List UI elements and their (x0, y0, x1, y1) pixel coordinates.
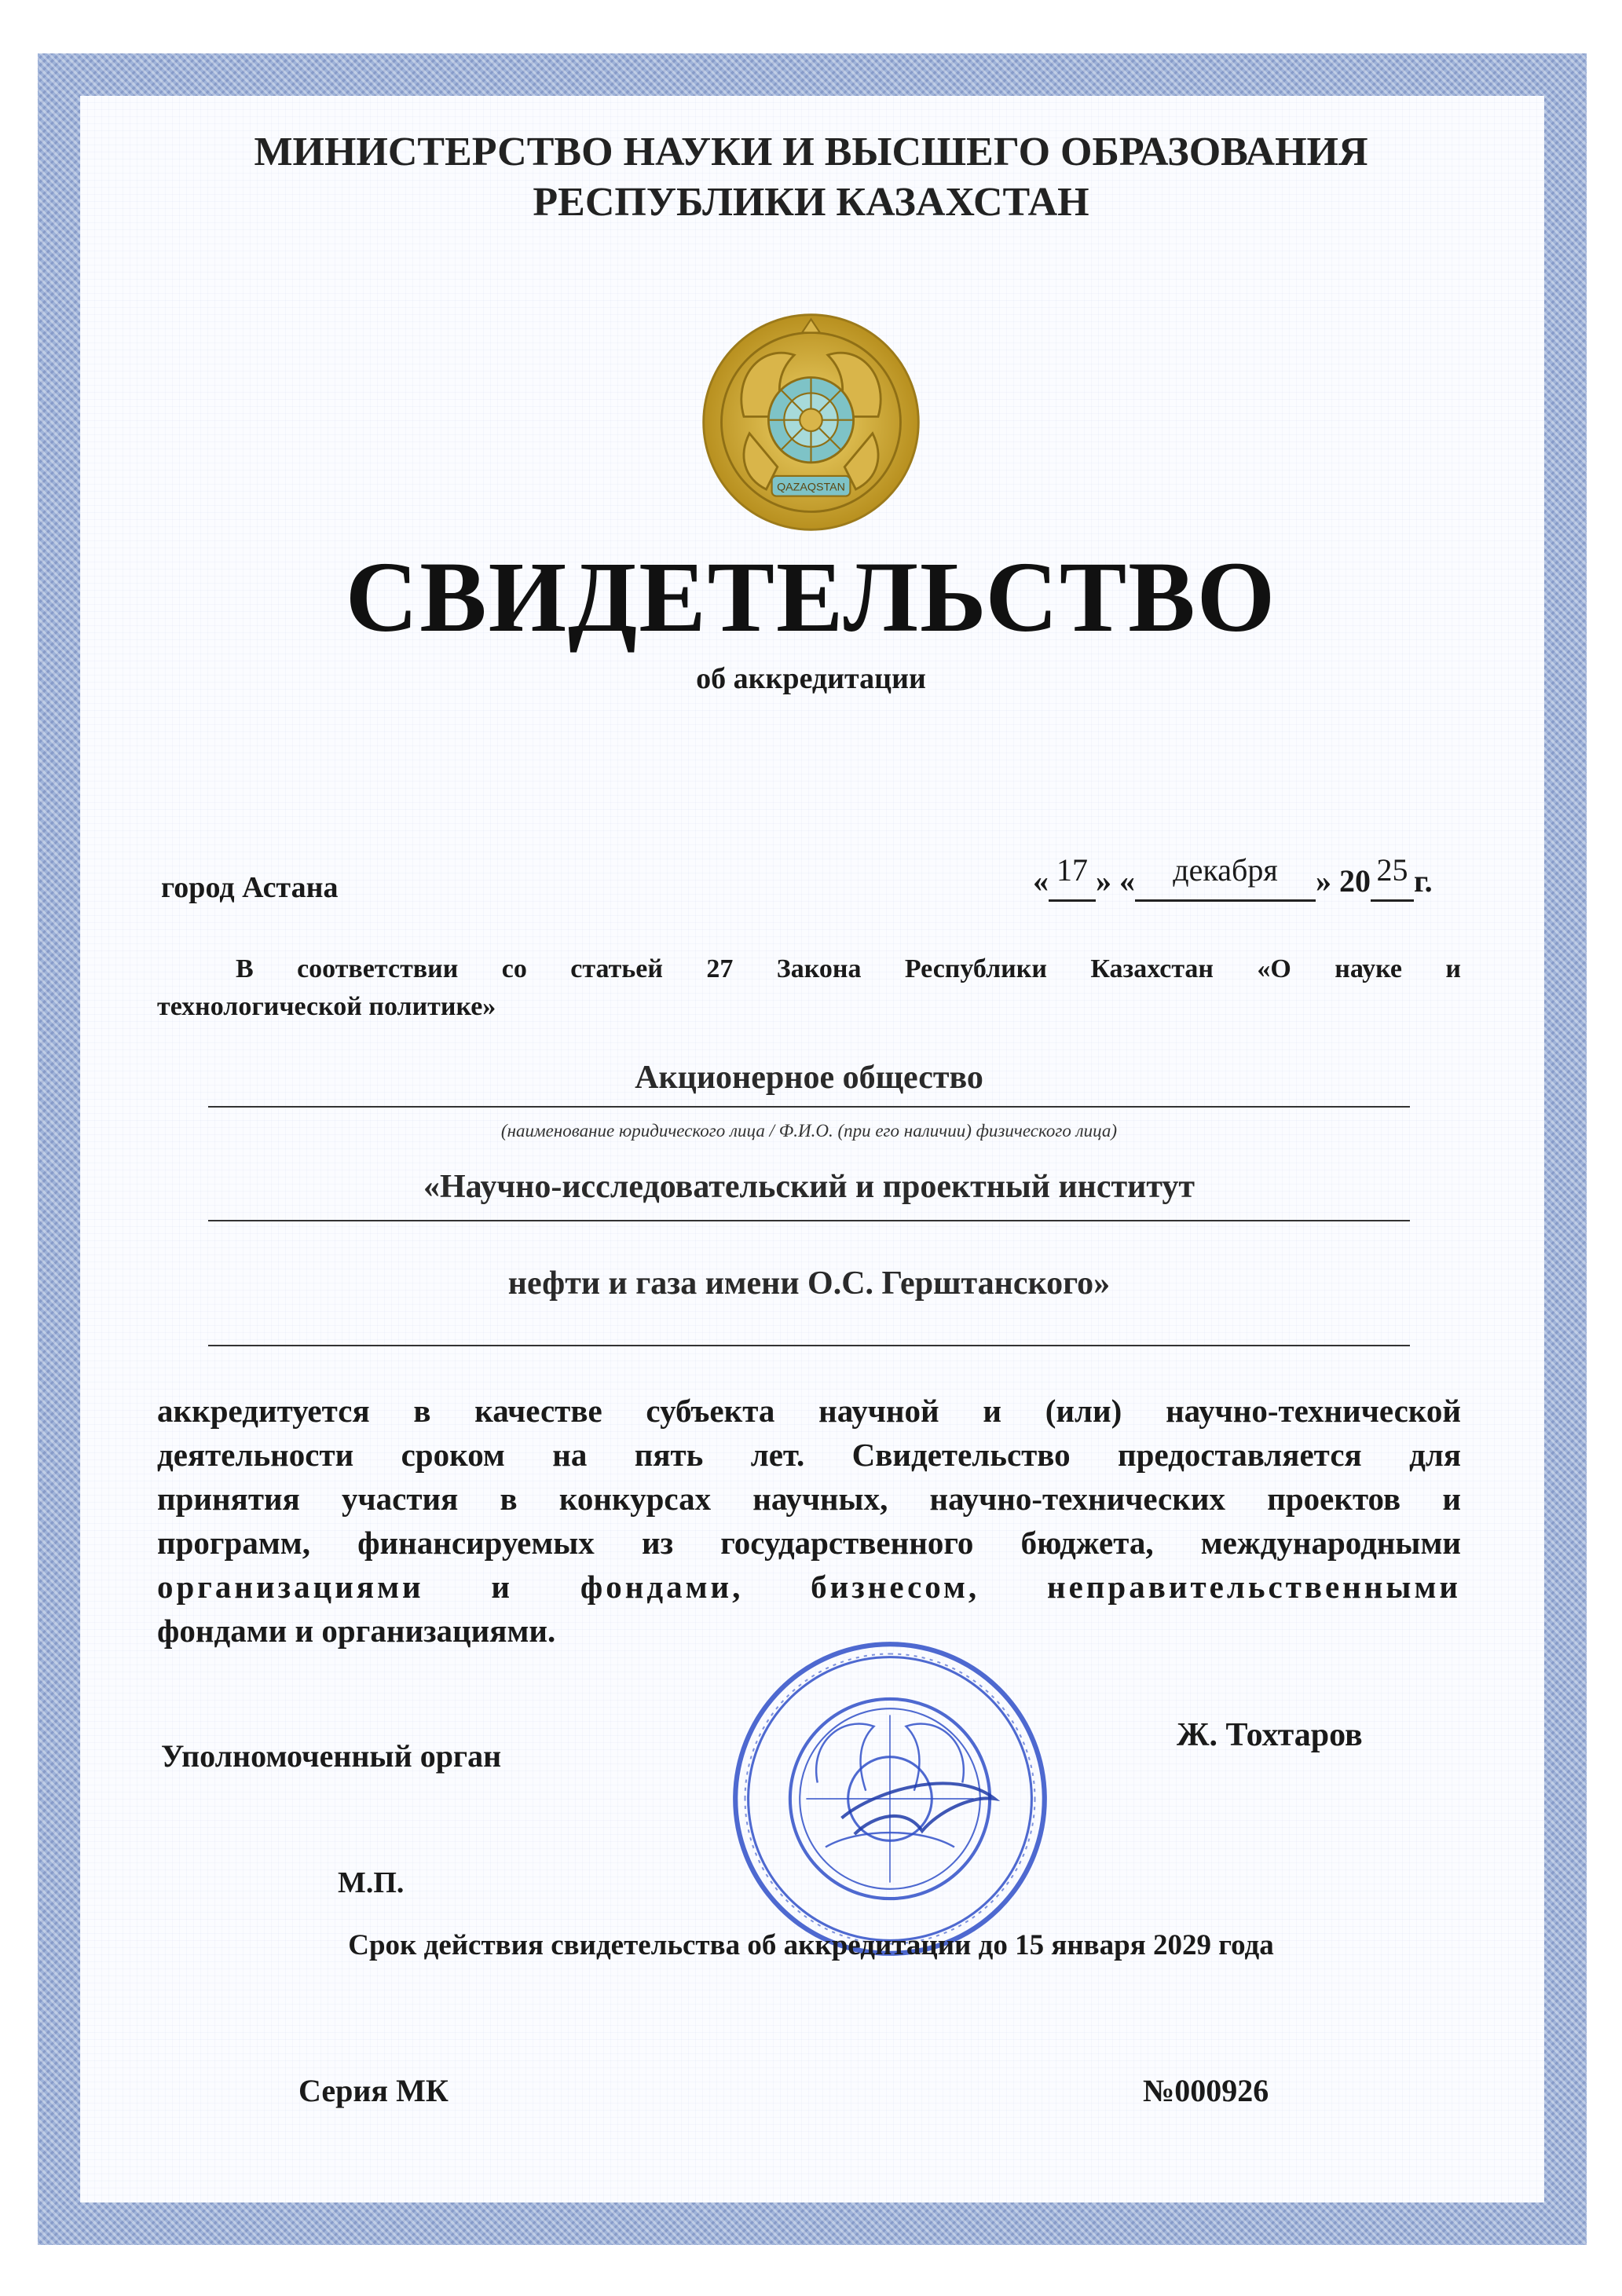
issue-date (1033, 852, 1433, 902)
ministry-line-1: МИНИСТЕРСТВО НАУКИ И ВЫСШЕГО ОБРАЗОВАНИЯ (254, 130, 1368, 174)
kazakhstan-state-emblem-icon (699, 310, 923, 534)
svg-text:QAZAQSTAN: QAZAQSTAN (777, 481, 845, 494)
date-quote-close: » (1316, 863, 1331, 899)
entity-underline (208, 1345, 1410, 1346)
body-line: организациями и фондами, бизнесом, неправительственными (157, 1569, 1461, 1605)
legal-basis-line-2: технологической политике» (157, 992, 496, 1021)
legal-basis-line-1: В соответствии со статьей 27 Закона Республики Казахстан «О науке и (236, 954, 1461, 983)
legal-basis (157, 950, 1461, 1026)
certificate-number: №000926 (1143, 2073, 1269, 2108)
ministry-line-2: РЕСПУБЛИКИ КАЗАХСТАН (533, 180, 1089, 225)
certificate-subtitle: об аккредитации (696, 662, 926, 695)
issue-city: город Астана (161, 871, 339, 904)
certificate-series: Серия МК (298, 2073, 449, 2108)
accreditation-text (157, 1389, 1461, 1653)
validity-period: Срок действия свидетельства об аккредитации до 15 января 2029 года (348, 1929, 1274, 1961)
date-month: декабря (1173, 852, 1278, 888)
entity-line-1: Акционерное общество (635, 1060, 983, 1096)
date-year-prefix: 20 (1339, 863, 1371, 899)
date-year-abbrev: г. (1414, 863, 1433, 899)
date-quote-open: « (1119, 863, 1135, 899)
body-line: фондами и организациями. (157, 1613, 556, 1649)
date-year-suffix: 25 (1376, 852, 1408, 888)
body-line: аккредитуется в качестве субъекта научной и (или) научно-технической (157, 1393, 1461, 1429)
entity-line-3: нефти и газа имени О.С. Герштанского» (507, 1265, 1111, 1302)
certificate-title: СВИДЕТЕЛЬСТВО (345, 541, 1277, 653)
entity-underline (208, 1220, 1410, 1221)
entity-underline (208, 1106, 1410, 1108)
seal-place-label: М.П. (338, 1866, 405, 1899)
date-quote-open: « (1033, 863, 1049, 899)
entity-line-2: «Научно-исследовательский и проектный институт (423, 1169, 1195, 1205)
ministry-name (118, 127, 1504, 228)
body-line: деятельности сроком на пять лет. Свидетельство предоставляется для (157, 1437, 1461, 1473)
date-quote-close: » (1096, 863, 1111, 899)
authority-label: Уполномоченный орган (161, 1738, 502, 1774)
signatory-name: Ж. Тохтаров (1177, 1717, 1363, 1753)
body-line: принятия участия в конкурсах научных, научно-технических проектов и (157, 1481, 1461, 1517)
entity-hint: (наименование юридического лица / Ф.И.О. (при его наличии) физического лица) (500, 1121, 1118, 1141)
official-round-seal-icon (729, 1638, 1051, 1960)
date-day: 17 (1056, 852, 1088, 888)
body-line: программ, финансируемых из государственного бюджета, международными (157, 1525, 1461, 1561)
